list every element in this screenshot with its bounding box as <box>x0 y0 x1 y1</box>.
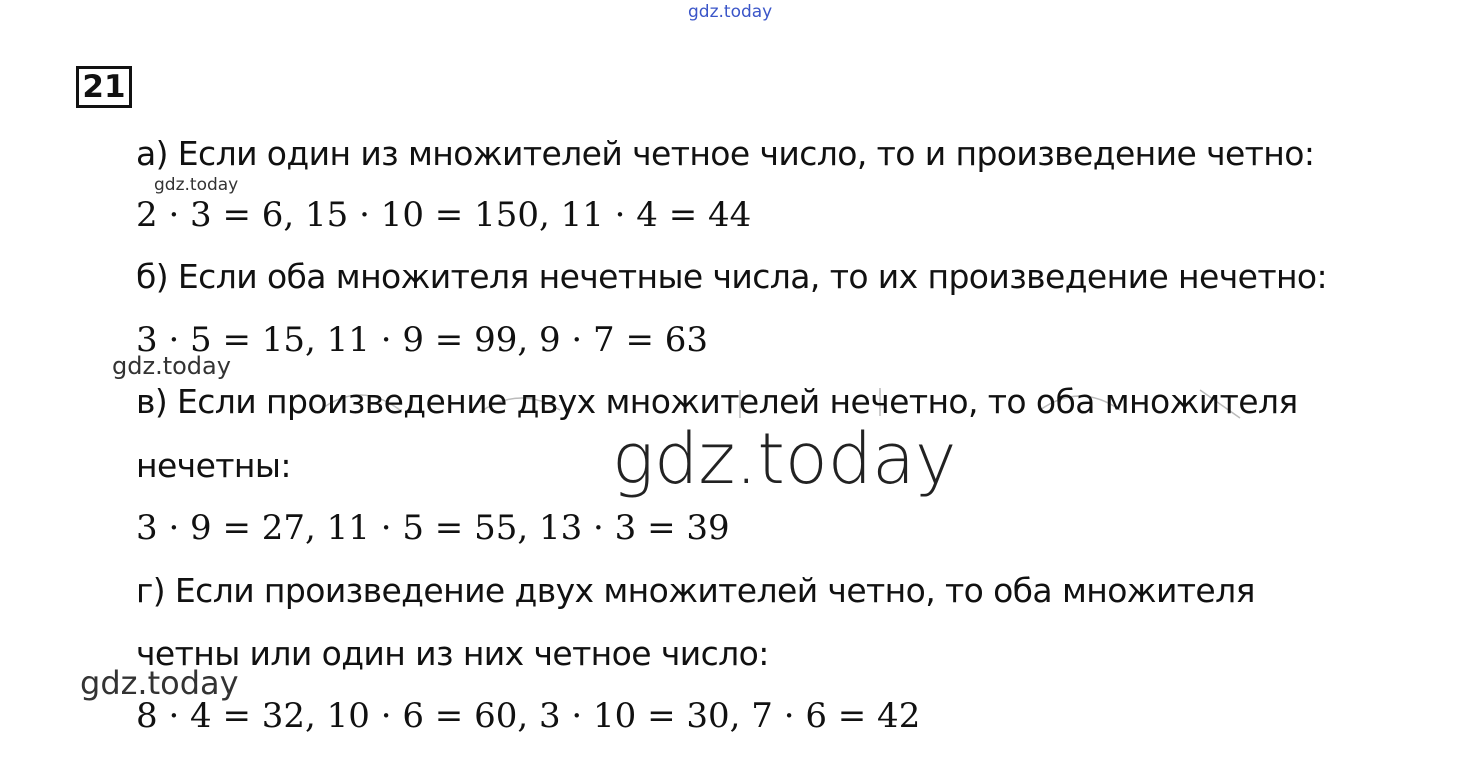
part-b-statement: б) Если оба множителя нечетные числа, то их произведение нечетно: <box>136 257 1328 296</box>
watermark-center: gdz.today <box>612 418 957 500</box>
task-number-box <box>76 66 132 108</box>
part-v-examples: 3 · 9 = 27, 11 · 5 = 55, 13 · 3 = 39 <box>136 508 730 548</box>
watermark-bottom-left: gdz.today <box>80 664 239 702</box>
part-g-statement-line1: г) Если произведение двух множителей четно, то оба множителя <box>136 571 1255 610</box>
part-g-examples: 8 · 4 = 32, 10 · 6 = 60, 3 · 10 = 30, 7 · 6 = 42 <box>136 696 921 736</box>
watermark-top: gdz.today <box>688 2 773 22</box>
watermark-small: gdz.today <box>154 175 239 195</box>
part-g-statement-line2: четны или один из них четное число: <box>136 634 769 673</box>
part-a-examples: 2 · 3 = 6, 15 · 10 = 150, 11 · 4 = 44 <box>136 195 752 235</box>
part-a-statement: а) Если один из множителей четное число, то и произведение четно: <box>136 134 1315 173</box>
task-number: 21 <box>82 69 126 105</box>
part-b-examples: 3 · 5 = 15, 11 · 9 = 99, 9 · 7 = 63 <box>136 320 709 360</box>
watermark-mid-left: gdz.today <box>112 352 231 380</box>
part-v-statement-line1: в) Если произведение двух множителей нечетно, то оба множителя <box>136 382 1298 421</box>
part-v-statement-line2: нечетны: <box>136 446 291 485</box>
